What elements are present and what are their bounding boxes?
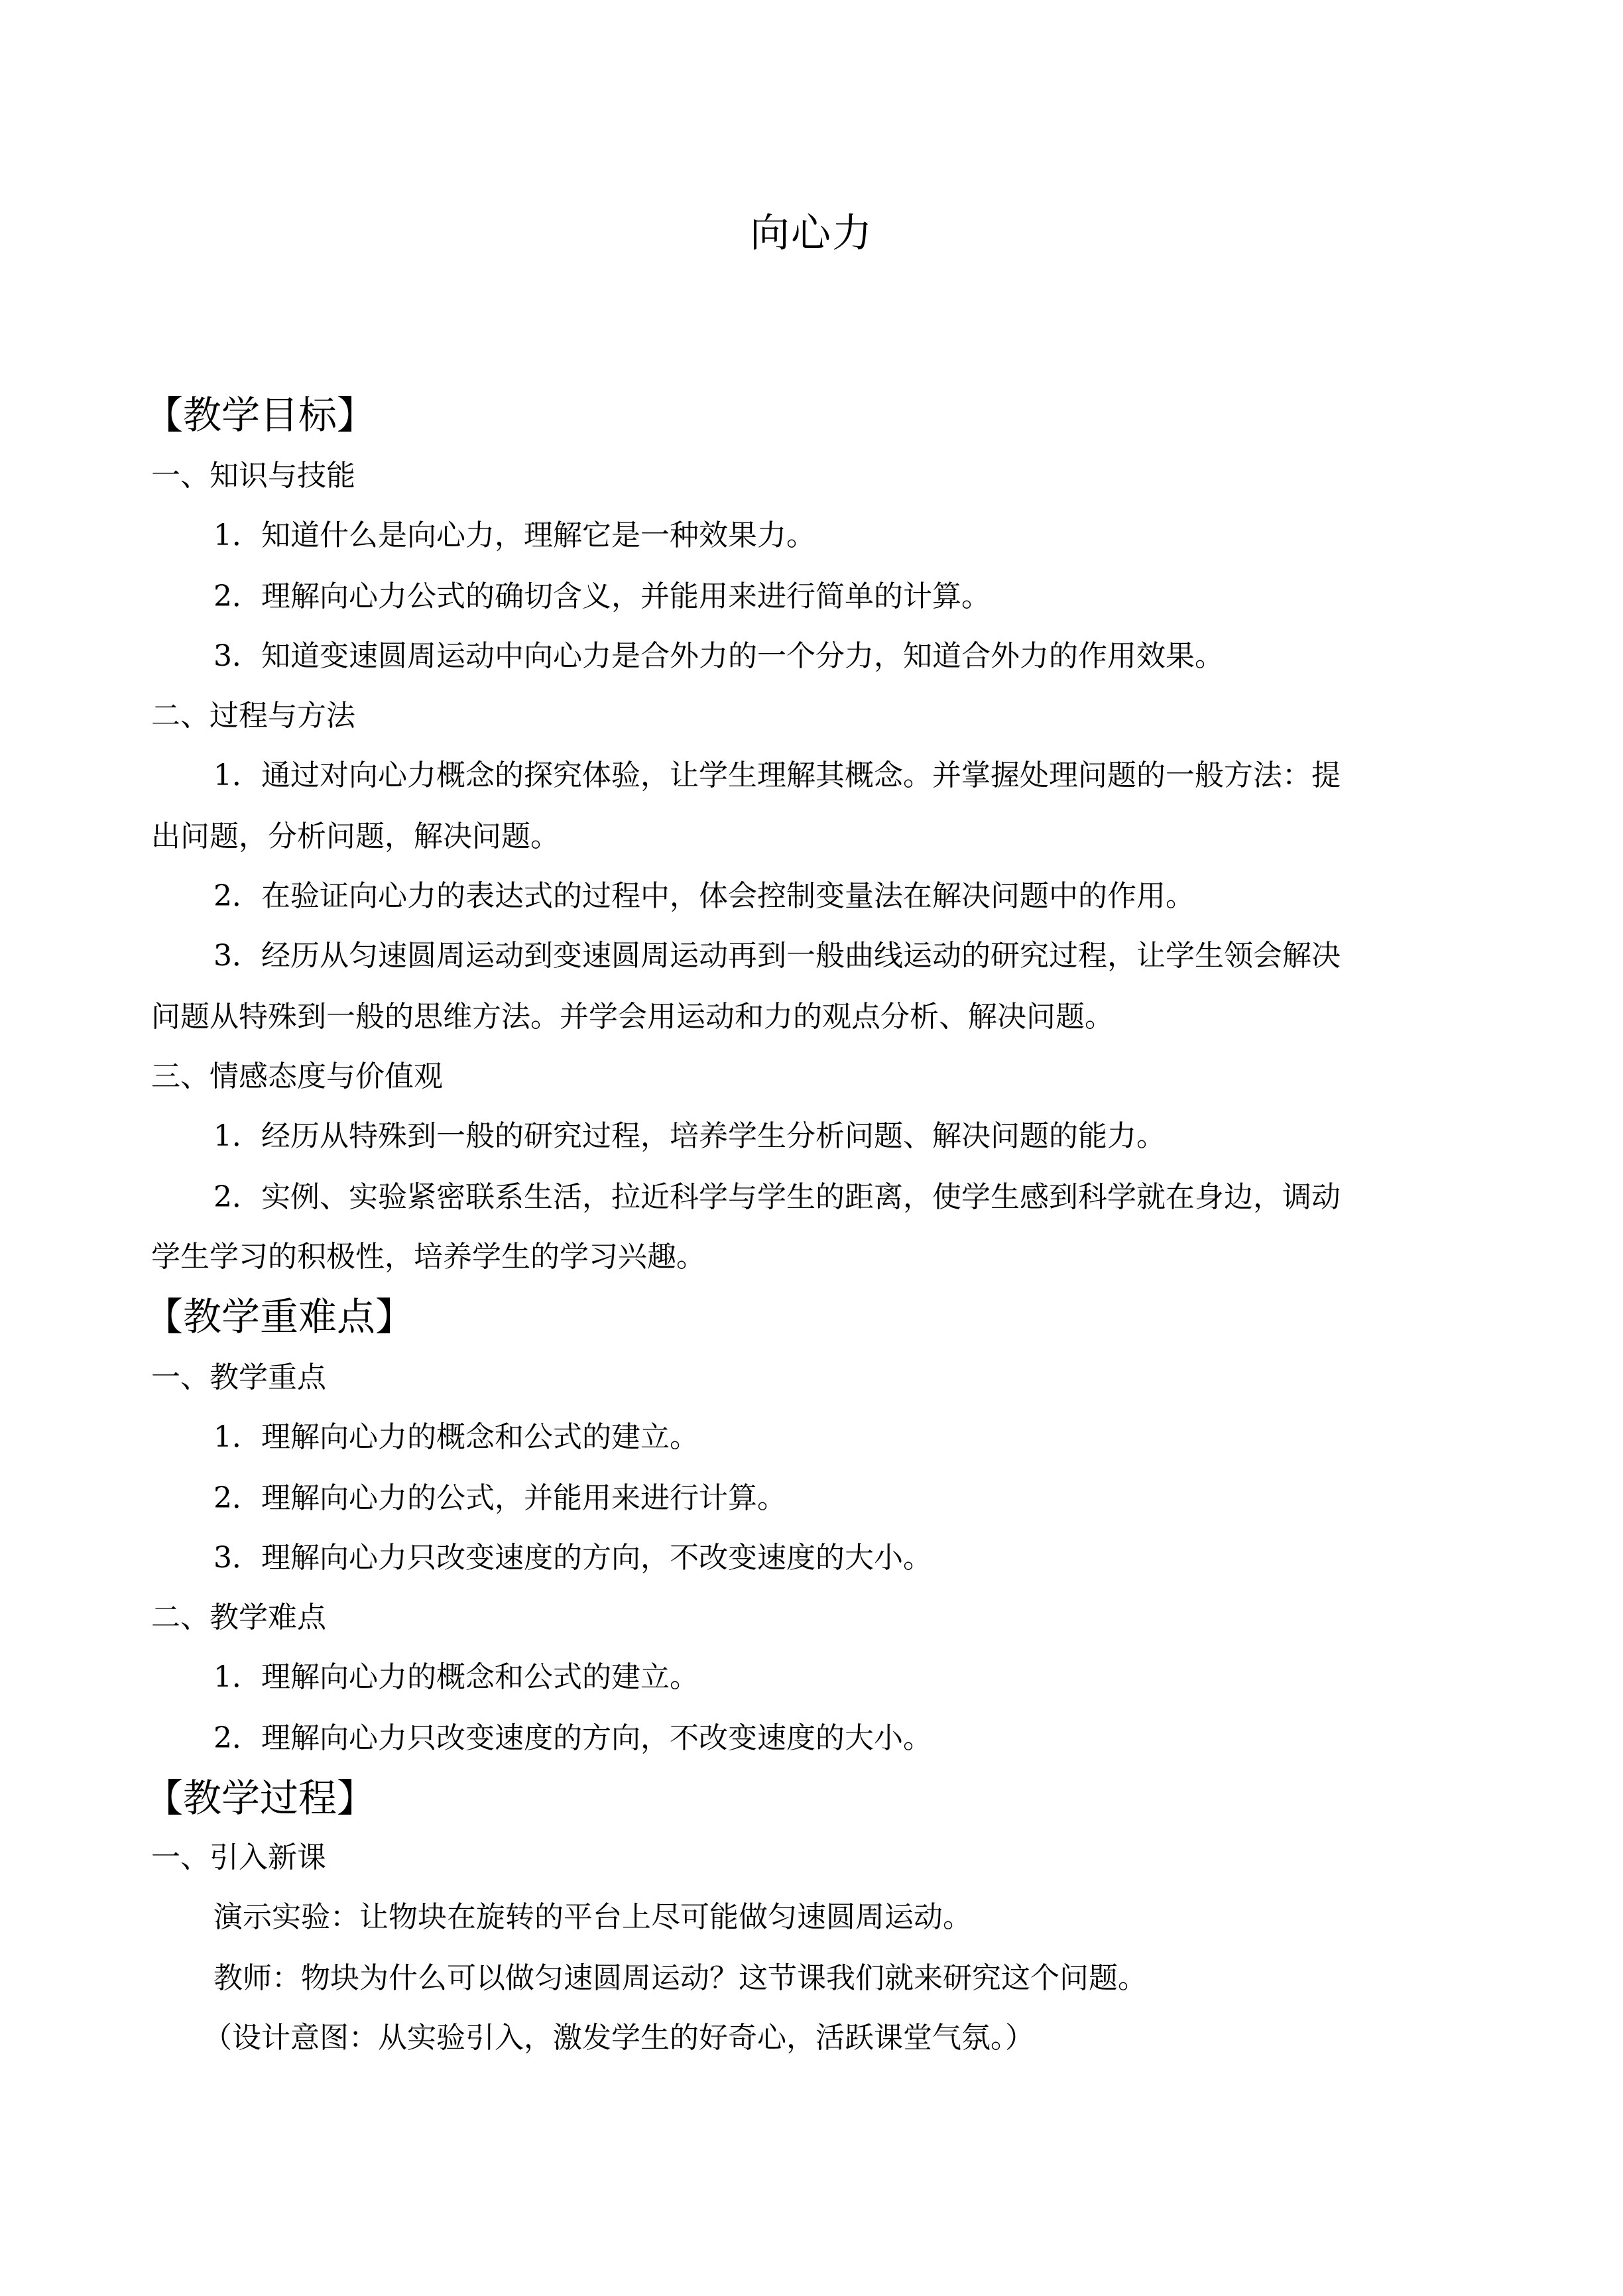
subheading-intro: 一、引入新课 xyxy=(151,1841,326,1874)
list-item: 1．知道什么是向心力，理解它是一种效果力。 xyxy=(213,518,815,552)
subheading-difficulty: 二、教学难点 xyxy=(151,1601,326,1634)
list-item: 1．经历从特殊到一般的研究过程，培养学生分析问题、解决问题的能力。 xyxy=(213,1119,1166,1153)
list-item: 1．通过对向心力概念的探究体验，让学生理解其概念。并掌握处理问题的一般方法：提 xyxy=(213,758,1341,792)
list-item: 2．理解向心力公式的确切含义，并能用来进行简单的计算。 xyxy=(213,579,991,613)
list-item-continuation: 学生学习的积极性，培养学生的学习兴趣。 xyxy=(151,1240,705,1274)
list-item: 3．理解向心力只改变速度的方向，不改变速度的大小。 xyxy=(213,1541,932,1575)
list-item-continuation: 问题从特殊到一般的思维方法。并学会用运动和力的观点分析、解决问题。 xyxy=(151,1000,1114,1034)
section-heading-objectives: 【教学目标】 xyxy=(145,393,376,438)
section-heading-process: 【教学过程】 xyxy=(145,1776,376,1821)
page-title: 向心力 xyxy=(750,210,873,257)
list-item: 3．知道变速圆周运动中向心力是合外力的一个分力，知道合外力的作用效果。 xyxy=(213,639,1224,673)
subheading-focus: 一、教学重点 xyxy=(151,1360,326,1394)
paragraph-teacher: 教师：物块为什么可以做匀速圆周运动？这节课我们就来研究这个问题。 xyxy=(213,1961,1147,1995)
list-item: 2．理解向心力的公式，并能用来进行计算。 xyxy=(213,1481,786,1515)
list-item: 1．理解向心力的概念和公式的建立。 xyxy=(213,1420,699,1454)
list-item: 1．理解向心力的概念和公式的建立。 xyxy=(213,1660,699,1694)
list-item-continuation: 出问题，分析问题，解决问题。 xyxy=(151,819,560,853)
subheading-process-method: 二、过程与方法 xyxy=(151,699,355,733)
paragraph-demo: 演示实验：让物块在旋转的平台上尽可能做匀速圆周运动。 xyxy=(213,1900,972,1934)
list-item: 2．理解向心力只改变速度的方向，不改变速度的大小。 xyxy=(213,1721,932,1755)
list-item: 2．在验证向心力的表达式的过程中，体会控制变量法在解决问题中的作用。 xyxy=(213,879,1195,913)
list-item: 2．实例、实验紧密联系生活，拉近科学与学生的距离，使学生感到科学就在身边，调动 xyxy=(213,1180,1341,1214)
subheading-emotion: 三、情感态度与价值观 xyxy=(151,1059,443,1093)
section-heading-key-points: 【教学重难点】 xyxy=(145,1294,414,1339)
list-item: 3．经历从匀速圆周运动到变速圆周运动再到一般曲线运动的研究过程，让学生领会解决 xyxy=(213,939,1341,973)
paragraph-design-intent: （设计意图：从实验引入，激发学生的好奇心，活跃课堂气氛。） xyxy=(203,2021,1034,2055)
subheading-knowledge: 一、知识与技能 xyxy=(151,459,355,493)
